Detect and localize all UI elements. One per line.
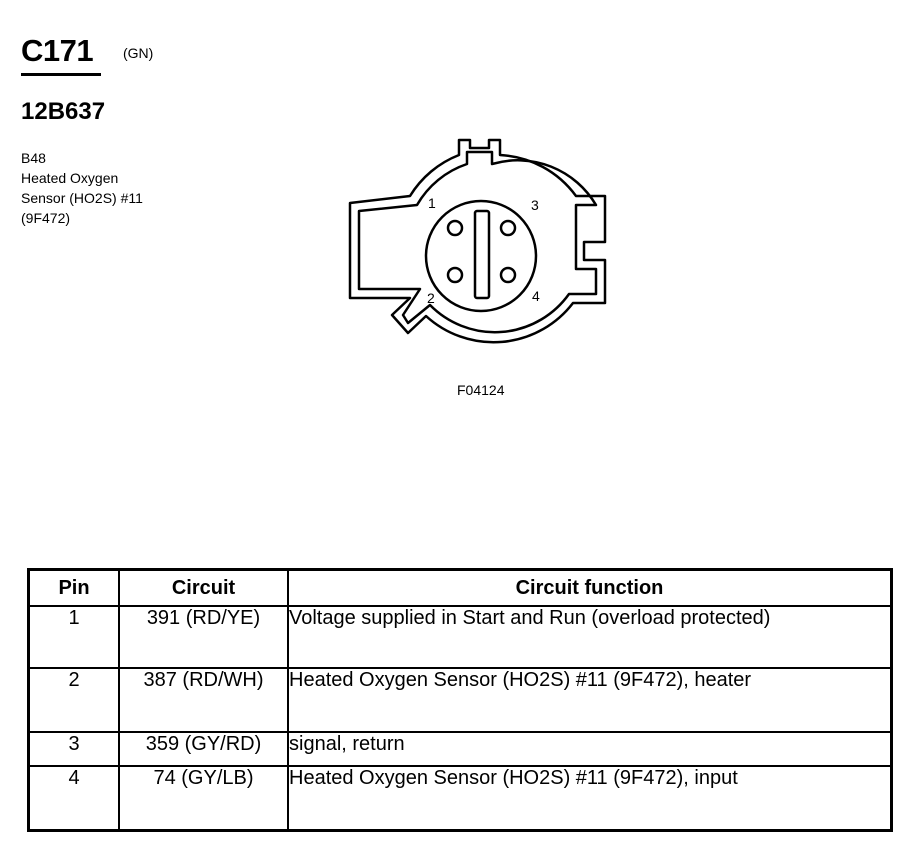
description-line: (9F472): [21, 210, 71, 226]
description-line: Sensor (HO2S) #11: [21, 190, 143, 206]
pin-label-2: 2: [427, 290, 435, 306]
pin-cell: 1: [29, 606, 120, 668]
pin-face: [426, 201, 536, 311]
function-cell: Heated Oxygen Sensor (HO2S) #11 (9F472), input: [288, 766, 892, 831]
table-row: [29, 732, 892, 766]
circuit-cell: 359 (GY/RD): [119, 732, 288, 766]
connector-id-underline: [21, 73, 101, 76]
circuit-cell: 387 (RD/WH): [119, 668, 288, 732]
connector-color: (GN): [123, 45, 154, 61]
component-description: [21, 148, 143, 228]
table-row: [29, 668, 892, 732]
part-number: 12B637: [21, 98, 106, 125]
circuit-cell: 74 (GY/LB): [119, 766, 288, 831]
circuit-cell: 391 (RD/YE): [119, 606, 288, 668]
pin-label-4: 4: [532, 288, 540, 304]
pin-socket-4: [501, 268, 515, 282]
pin-cell: 2: [29, 668, 120, 732]
pin-socket-3: [501, 221, 515, 235]
pin-cell: 4: [29, 766, 120, 831]
connector-face-diagram: [340, 130, 620, 350]
description-line: B48: [21, 150, 46, 166]
function-cell: Heated Oxygen Sensor (HO2S) #11 (9F472), heater: [288, 668, 892, 732]
pin-socket-1: [448, 221, 462, 235]
pin-circuit-table: [27, 568, 893, 832]
pin-socket-2: [448, 268, 462, 282]
pin-label-1: 1: [428, 195, 436, 211]
table-header-row: [29, 570, 892, 607]
column-header-circuit-function: Circuit function: [288, 570, 892, 607]
table-row: [29, 606, 892, 668]
pin-label-3: 3: [531, 197, 539, 213]
column-header-pin: Pin: [29, 570, 120, 607]
function-cell: Voltage supplied in Start and Run (overload protected): [288, 606, 892, 668]
column-header-circuit: Circuit: [119, 570, 288, 607]
function-cell: signal, return: [288, 732, 892, 766]
description-line: Heated Oxygen: [21, 170, 119, 186]
connector-id: C171: [21, 33, 94, 68]
figure-id: F04124: [457, 382, 505, 398]
table-row: [29, 766, 892, 831]
pin-cell: 3: [29, 732, 120, 766]
center-key: [475, 211, 489, 298]
